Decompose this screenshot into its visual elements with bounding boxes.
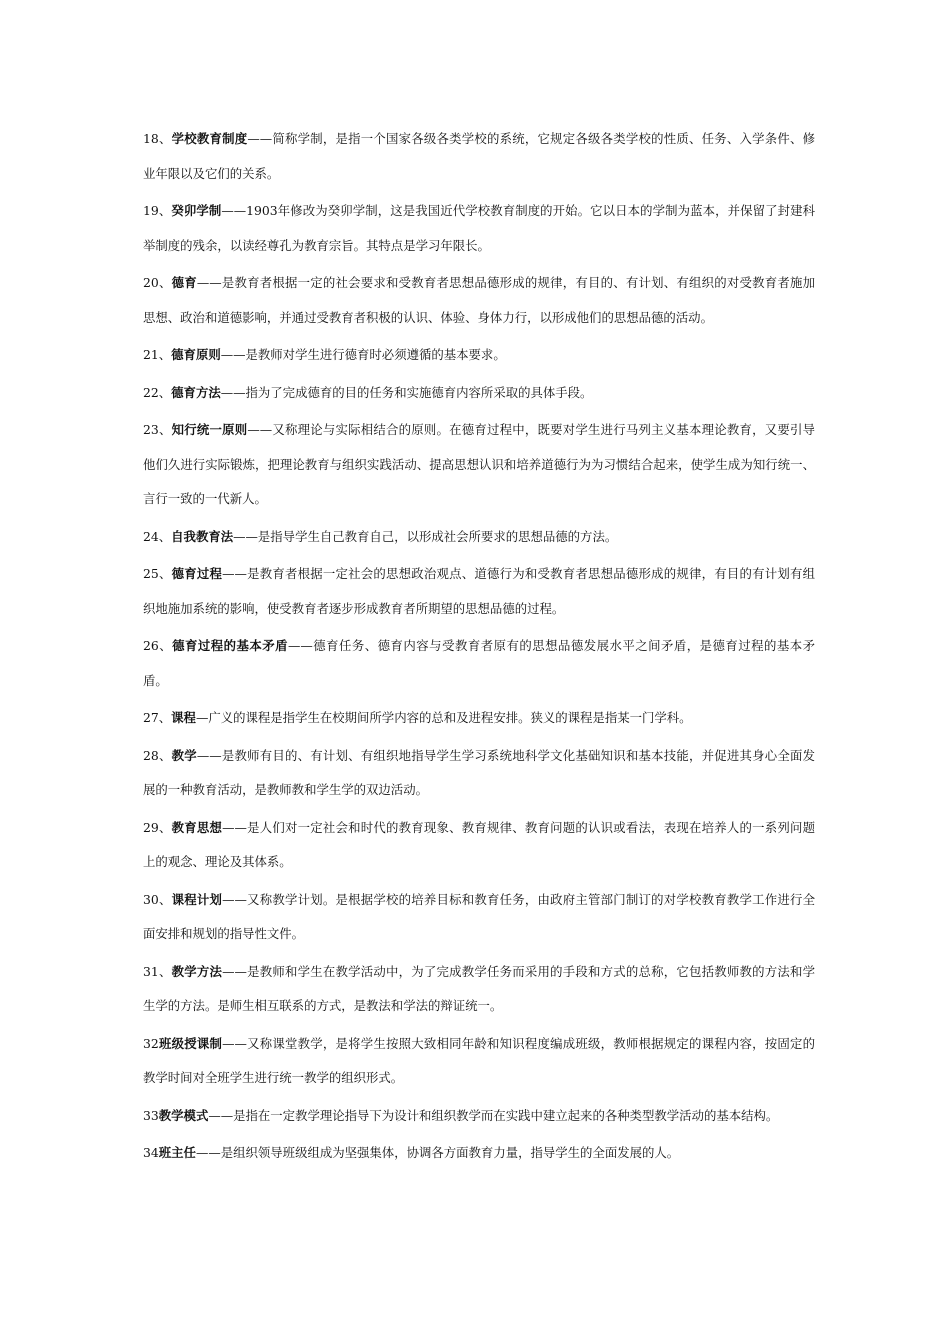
glossary-entry	[143, 338, 815, 373]
entry-definition: ——是人们对一定社会和时代的教育现象、教育规律、教育问题的认识或看法，表现在培养人的一系列问题上的观念、理论及其体系。	[143, 819, 815, 869]
entry-definition: ——简称学制，是指一个国家各级各类学校的系统，它规定各级各类学校的性质、任务、入学条件、修业年限以及它们的关系。	[143, 131, 815, 181]
entry-number: 25、	[143, 566, 172, 581]
entry-term: 教学	[171, 747, 197, 763]
entry-term: 教学方法	[171, 963, 223, 979]
entry-number: 32	[143, 1035, 159, 1051]
entry-number: 19、	[143, 203, 172, 218]
glossary-entry	[143, 266, 815, 335]
entry-term: 德育原则	[171, 347, 221, 362]
glossary-entry	[143, 739, 815, 808]
glossary-entry	[143, 1099, 815, 1134]
entry-definition: ——是教师有目的、有计划、有组织地指导学生学习系统地科学文化基础知识和基本技能，并促进其身心全面发展的一种教育活动，是教师教和学生学的双边活动。	[143, 747, 815, 797]
glossary-entry	[143, 955, 815, 1024]
entry-definition: ——是指导学生自己教育自己，以形成社会所要求的思想品德的方法。	[233, 528, 618, 544]
entry-definition: ——是组织领导班级组成为坚强集体，协调各方面教育力量，指导学生的全面发展的人。	[195, 1145, 680, 1160]
glossary-entry	[143, 520, 815, 555]
entry-number: 30、	[143, 891, 172, 907]
entry-definition: ——又称教学计划。是根据学校的培养目标和教育任务，由政府主管部门制订的对学校教育教学工作进行全面安排和规划的指导性文件。	[143, 891, 815, 941]
entry-number: 21、	[143, 347, 172, 362]
entry-number: 23、	[143, 422, 172, 437]
entry-number: 28、	[143, 747, 172, 763]
glossary-entry	[143, 629, 815, 698]
entry-definition: —广义的课程是指学生在校期间所学内容的总和及进程安排。狭义的课程是指某一门学科。	[195, 710, 692, 725]
entry-definition: ——指为了完成德育的目的任务和实施德育内容所采取的具体手段。	[220, 384, 593, 400]
glossary-entry	[143, 122, 815, 191]
entry-number: 20、	[143, 275, 172, 290]
entry-term: 课程计划	[171, 891, 223, 907]
entry-number: 31、	[143, 963, 172, 979]
entry-term: 知行统一原则	[171, 422, 248, 437]
glossary-entry	[143, 1027, 815, 1096]
glossary-entry	[143, 413, 815, 517]
entry-number: 26、	[143, 638, 173, 653]
entry-number: 34	[143, 1145, 159, 1160]
glossary-entry	[143, 883, 815, 952]
entry-definition: ——是教育者根据一定社会的思想政治观点、道德行为和受教育者思想品德形成的规律，有目的有计划有组织地施加系统的影响，使受教育者逐步形成教育者所期望的思想品德的过程。	[143, 566, 815, 616]
entry-definition: ——是指在一定教学理论指导下为设计和组织教学而在实践中建立起来的各种类型教学活动的基本结构。	[208, 1107, 779, 1123]
glossary-entry	[143, 701, 815, 736]
entry-number: 18、	[143, 131, 172, 146]
entry-term: 德育	[171, 275, 197, 290]
entry-term: 课程	[171, 710, 196, 725]
entry-number: 33	[143, 1107, 159, 1123]
entry-term: 癸卯学制	[171, 203, 222, 218]
entry-number: 29、	[143, 819, 172, 835]
glossary-entry	[143, 194, 815, 263]
entry-definition: ——德育任务、德育内容与受教育者原有的思想品德发展水平之间矛盾，是德育过程的基本矛盾。	[143, 638, 815, 688]
entry-term: 学校教育制度	[171, 131, 248, 146]
entry-term: 教学模式	[158, 1107, 209, 1123]
entry-definition: ——是教师对学生进行德育时必须遵循的基本要求。	[220, 347, 506, 362]
entry-term: 班主任	[158, 1145, 196, 1160]
glossary-entry	[143, 1136, 815, 1171]
document-body	[143, 122, 815, 1174]
entry-term: 德育过程的基本矛盾	[172, 638, 289, 653]
entry-term: 德育过程	[171, 566, 223, 581]
entry-definition: ——是教师和学生在教学活动中，为了完成教学任务而采用的手段和方式的总称，它包括教师教的方法和学生学的方法。是师生相互联系的方式，是教法和学法的辩证统一。	[143, 963, 815, 1013]
entry-number: 24、	[143, 528, 172, 544]
entry-number: 22、	[143, 384, 172, 400]
entry-definition: ——又称理论与实际相结合的原则。在德育过程中，既要对学生进行马列主义基本理论教育，又要引导他们久进行实际锻炼，把理论教育与组织实践活动、提高思想认识和培养道德行为为习惯结合起来，使学生成为知行统一、言行一致的一代新人。	[143, 422, 815, 506]
glossary-entry	[143, 376, 815, 411]
glossary-entry	[143, 811, 815, 880]
entry-definition: ——1903年修改为癸卯学制，这是我国近代学校教育制度的开始。它以日本的学制为蓝本，并保留了封建科举制度的残余，以读经尊孔为教育宗旨。其特点是学习年限长。	[143, 203, 815, 253]
entry-term: 教育思想	[171, 819, 223, 835]
entry-term: 班级授课制	[158, 1035, 223, 1051]
entry-term: 德育方法	[171, 384, 221, 400]
entry-definition: ——是教育者根据一定的社会要求和受教育者思想品德形成的规律，有目的、有计划、有组织的对受教育者施加思想、政治和道德影响，并通过受教育者积极的认识、体验、身体力行，以形成他们的思想品德的活动。	[143, 275, 815, 325]
entry-definition: ——又称课堂教学，是将学生按照大致相同年龄和知识程度编成班级，教师根据规定的课程内容，按固定的教学时间对全班学生进行统一教学的组织形式。	[143, 1035, 816, 1085]
glossary-entry	[143, 557, 815, 626]
entry-number: 27、	[143, 710, 172, 725]
entry-term: 自我教育法	[171, 528, 234, 544]
